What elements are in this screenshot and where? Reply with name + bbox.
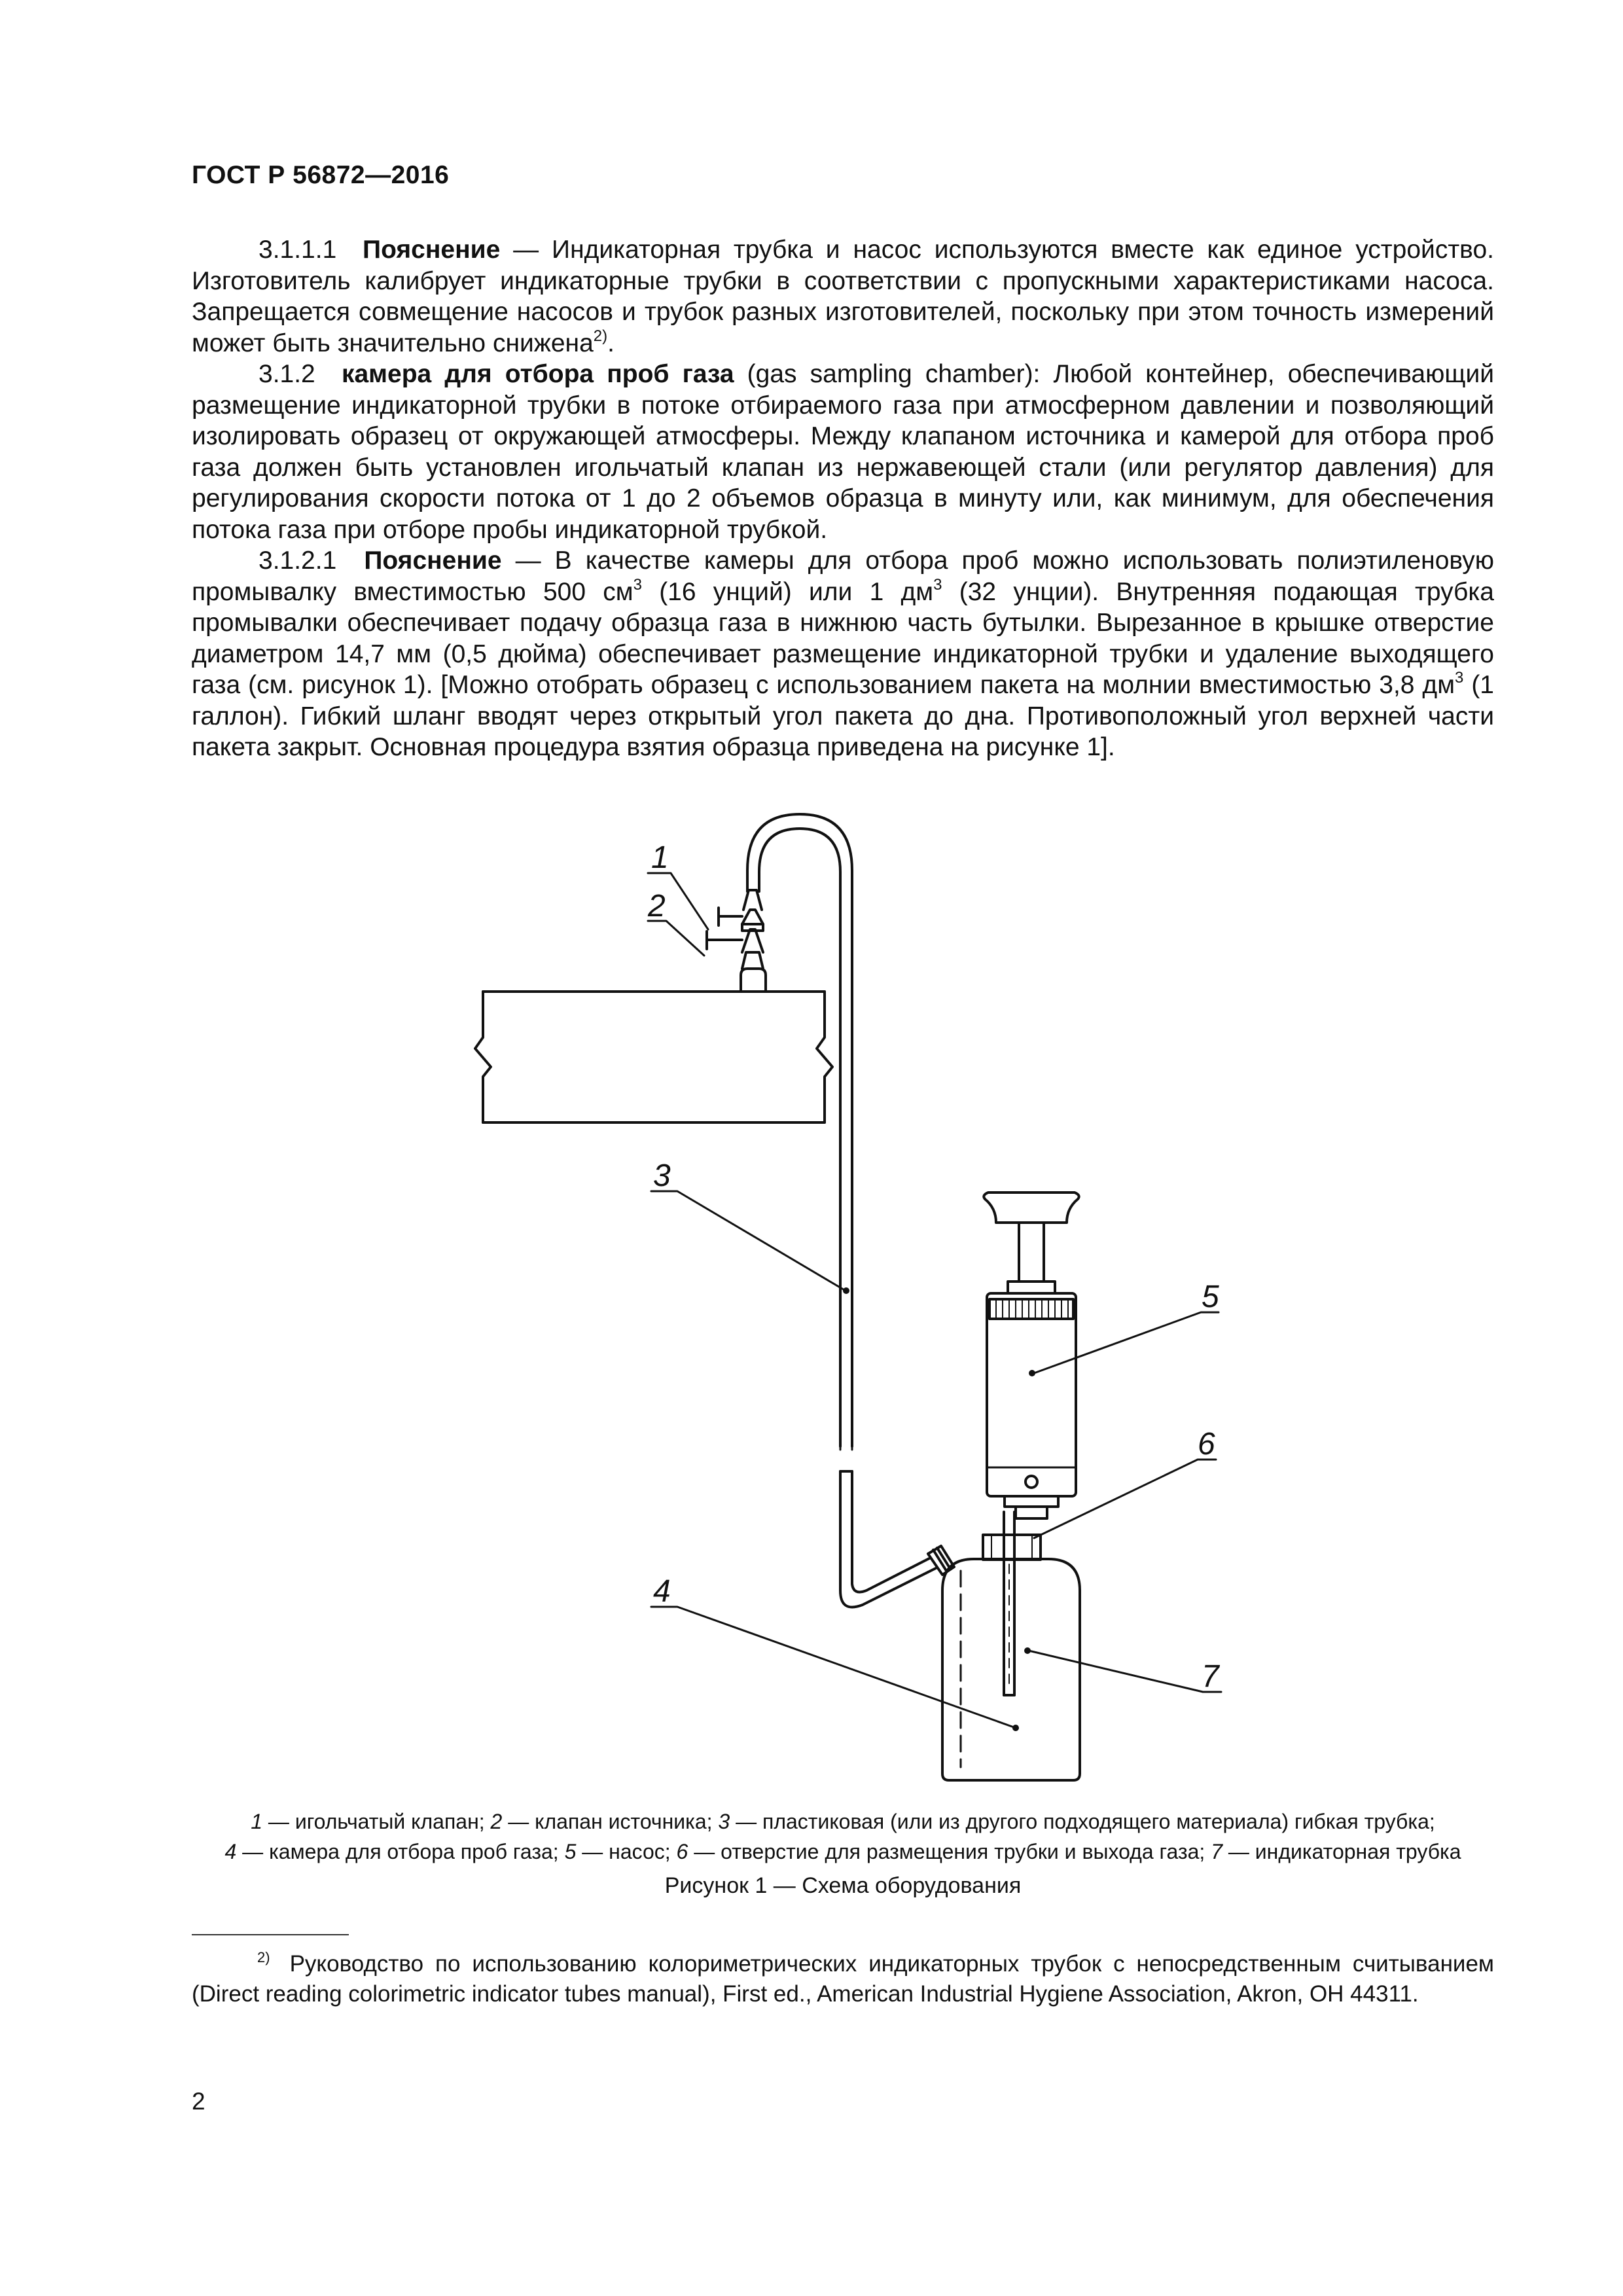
clause-text: (16 унций) или 1 дм (641, 577, 934, 606)
legend-num: 3 (718, 1810, 730, 1833)
paragraph-3-1-2 (192, 359, 1494, 545)
superscript: 3 (633, 575, 642, 594)
footnote (192, 1949, 1494, 2009)
document-code-header: ГОСТ Р 56872—2016 (192, 161, 450, 189)
clause-text: (32 унции). Внутренняя подающая трубка промывалки обеспечивает подачу образца газа в нижнюю часть бутылки. Вырезанное в крышке отверстие диаметром 14,7 мм (0,5 дюйма) обеспечивает размещение индикаторной трубки и удаление выходящего газа (см. рисунок 1). [Можно отобрать образец с использованием пакета на молнии вместимостью 3,8 дм (192, 577, 1494, 699)
gas-pipeline (475, 992, 832, 1122)
legend-text: — пластиковая (или из другого подходящего материала) гибкая трубка; (730, 1810, 1435, 1833)
legend-text: — игольчатый клапан; (262, 1810, 491, 1833)
footnote-divider (192, 1934, 349, 1935)
callout-5: 5 (1202, 1280, 1219, 1314)
page-number: 2 (192, 2088, 205, 2115)
superscript: 3 (1455, 669, 1464, 687)
flexible-tube-lower (840, 1471, 937, 1607)
legend-num: 7 (1211, 1840, 1222, 1863)
paragraph-3-1-1-1 (192, 234, 1494, 359)
legend-line-2 (192, 1837, 1494, 1867)
clause-term: Пояснение (363, 236, 501, 264)
legend-num: 5 (564, 1840, 577, 1863)
callout-4: 4 (653, 1574, 671, 1609)
callout-7: 7 (1202, 1659, 1219, 1694)
valves-assembly (707, 890, 766, 992)
legend-line-1 (192, 1806, 1494, 1837)
bottle-cap (983, 1535, 1041, 1560)
clause-term: камера для отбора проб газа (341, 360, 734, 388)
body-text (192, 234, 1494, 763)
clause-number: 3.1.2 (259, 360, 315, 388)
clause-end: . (607, 329, 615, 357)
flexible-tube-upper-inner (759, 829, 840, 1446)
legend-num: 6 (676, 1840, 688, 1863)
flexible-tube-upper (747, 814, 852, 1446)
footnote-mark: 2) (257, 1949, 270, 1965)
clause-text: — Индикаторная трубка и насос используются вместе как единое устройство. Изготовитель калибрует индикаторные трубки в соответствии с пропускными характеристиками насоса. Запрещается совмещение насосов и трубок разных изготовителей, поскольку при этом точность измерений может быть значительно снижена (192, 236, 1494, 357)
legend-text: — отверстие для размещения трубки и выхода газа; (688, 1840, 1211, 1863)
clause-text: (1 галлон). Гибкий шланг вводят через открытый угол пакета до дна. Противоположный угол верхней части пакета закрыт. Основная процедура взятия образца приведена на рисунке 1]. (192, 671, 1494, 761)
clause-term: Пояснение (364, 547, 502, 575)
clause-number: 3.1.1.1 (259, 236, 337, 264)
figure-legend (192, 1806, 1494, 1867)
equipment-diagram (419, 812, 1283, 1800)
legend-text: — клапан источника; (502, 1810, 719, 1833)
legend-num: 1 (251, 1810, 263, 1833)
pump-grip-ribs (996, 1300, 1068, 1318)
indicator-tube (1004, 1512, 1014, 1695)
hand-pump (984, 1193, 1079, 1518)
legend-text: — индикаторная трубка (1222, 1840, 1461, 1863)
flexible-tube-lower-inner (852, 1471, 931, 1592)
clause-text: — В качестве камеры для отбора проб можно использовать полиэтиленовую промывалку вместимостью 500 см (192, 547, 1494, 606)
sampling-chamber-bottle (942, 1559, 1080, 1780)
footnote-reference[interactable]: 2) (593, 327, 608, 345)
figure-title: Рисунок 1 — Схема оборудования (664, 1873, 1022, 1898)
paragraph-3-1-2-1 (192, 545, 1494, 763)
callout-6: 6 (1198, 1427, 1215, 1462)
callout-3: 3 (653, 1158, 671, 1193)
superscript: 3 (933, 575, 942, 594)
leader-lines (648, 873, 1221, 1728)
clause-text: (gas sampling chamber): Любой контейнер, обеспечивающий размещение индикаторной трубки в потоке отбираемого газа при атмосферном давлении и позволяющий изолировать образец от окружающей атмосферы. Между клапаном источника и камерой для отбора проб газа должен быть установлен игольчатый клапан из нержавеющей стали (или регулятор давления) для регулирования скорости потока от 1 до 2 объемов образца в минуту или, как минимум, для обеспечения потока газа при отборе пробы индикаторной трубкой. (192, 360, 1495, 544)
callout-1: 1 (651, 840, 669, 875)
callout-2: 2 (648, 889, 666, 924)
clause-number: 3.1.2.1 (259, 547, 337, 575)
legend-text: — камера для отбора проб газа; (236, 1840, 565, 1863)
legend-text: — насос; (576, 1840, 677, 1863)
legend-num: 2 (490, 1810, 503, 1833)
diagram-svg (419, 812, 1283, 1800)
legend-num: 4 (224, 1840, 237, 1863)
footnote-text: Руководство по использованию колориметрических индикаторных трубок с непосредственным считыванием (Direct reading colorimetric indicator tubes manual), First ed., American Industrial Hygiene Association, Akron, OH 44311. (192, 1951, 1494, 2007)
reference-dots (843, 1287, 1035, 1731)
